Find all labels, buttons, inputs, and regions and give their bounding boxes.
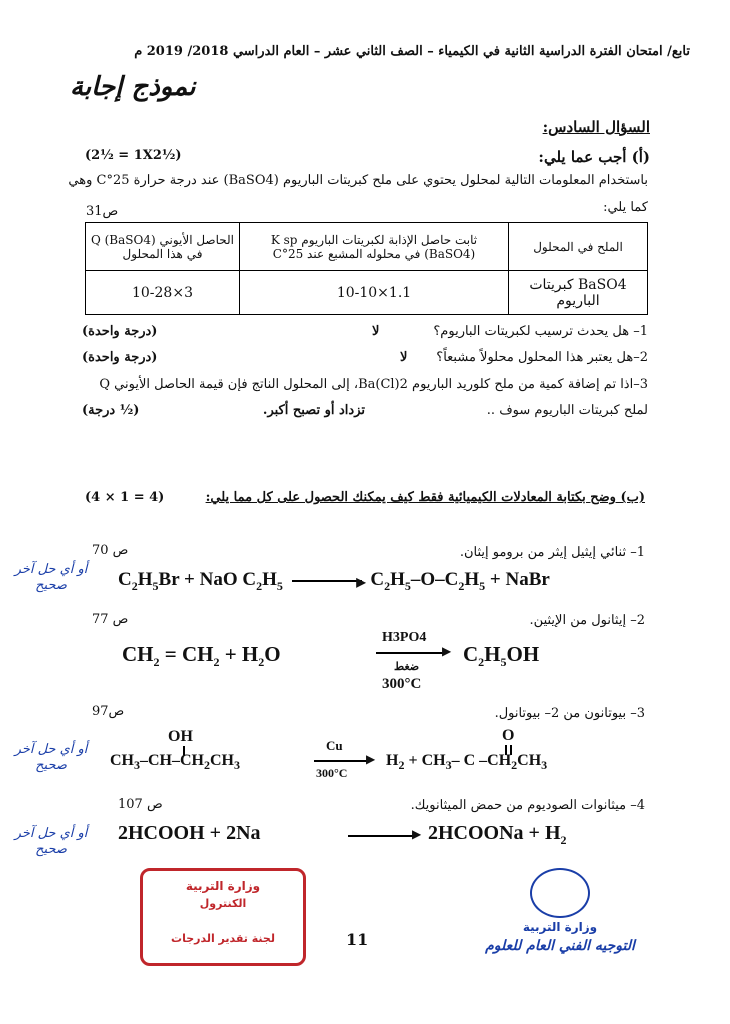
arrow-head-2: ▶: [442, 644, 452, 658]
reaction-arrow-2: [376, 652, 446, 654]
oh-group: OH: [168, 728, 193, 745]
stamp-line-2: الكنترول: [199, 897, 247, 910]
page-number: 11: [346, 930, 369, 949]
page-reference: ص31: [86, 204, 119, 219]
ministry-seal: [460, 868, 660, 968]
table-header-salt: الملح في المحلول: [509, 223, 648, 271]
part-b-label: (ب) وضح بكتابة المعادلات الكيميائية فقط كيف يمكنك الحصول على كل مما يلي:: [205, 490, 645, 505]
answer-3: تزداد أو تصبح أكبر.: [262, 403, 365, 418]
cu-catalyst: Cu: [326, 738, 343, 753]
equation-1: $C_2H_5Br$ + NaO $C_2H_5$ ▶ $C_2H_5-O-C_2H_5$ + NaBr: [118, 569, 550, 593]
answer-1: لا: [372, 324, 380, 339]
question-1: 1– هل يحدث ترسيب لكبريتات الباريوم؟: [433, 324, 648, 339]
equation-4-products: 2HCOONa + $H_2$: [428, 822, 567, 847]
equation-2: $CH_2 = CH_2 + H_2O$: [122, 642, 281, 670]
intro-line-2: كما يلي:: [603, 200, 648, 215]
stamp-line-1: وزارة التربية: [185, 879, 261, 893]
score-1: (درجة واحدة): [82, 324, 158, 339]
table-cell-salt: BaSO4 كبريتات الباريوم: [509, 271, 648, 315]
model-answer-title: نموذج إجابة: [70, 72, 196, 102]
reaction-arrow-3: [314, 760, 370, 762]
emblem-icon: [530, 868, 590, 918]
item-1-text: 1– ثنائي إيثيل إيثر من برومو إيثان.: [459, 545, 645, 560]
answer-2: لا: [400, 350, 408, 365]
part-a-score: (2½ = 1X2½): [85, 148, 182, 163]
question-3-line-2: لملح كبريتات الباريوم سوف ..: [486, 403, 648, 418]
temperature-label: 300°C: [382, 676, 422, 692]
section-title: السؤال السادس:: [542, 118, 650, 136]
stamp-line-3: لجنة تقدير الدرجات: [171, 932, 275, 945]
intro-line-1: باستخدام المعلومات التالية لمحلول يحتوي على ملح كبريتات الباريوم (BaSO4) عند درجة حرارة 25°C وهي: [68, 173, 648, 188]
margin-note-3: أو أي حل آخر صحيح: [14, 826, 88, 857]
ethanol-product: $C_2H_5OH$: [463, 642, 540, 670]
catalyst-label: H3PO4: [382, 630, 427, 645]
table-cell-q: 3×10-28: [86, 271, 240, 315]
item-3-text: 3– بيوتانون من 2– بيوتانول.: [494, 706, 645, 721]
equation-4-reactants: 2HCOOH + 2Na: [118, 822, 261, 844]
cu-temperature: 300°C: [316, 766, 348, 780]
table-header-q: الحاصل الأيوني Q (BaSO4) في هذا المحلول: [86, 223, 240, 271]
score-2: (درجة واحدة): [82, 350, 158, 365]
margin-note-1: أو أي حل آخر صحيح: [14, 562, 88, 593]
item-1-page: ص 70: [92, 543, 129, 558]
item-3-page: ص97: [92, 704, 125, 719]
margin-note-2: أو أي حل آخر صحيح: [14, 742, 88, 773]
exam-header: تابع/ امتحان الفترة الدراسية الثانية في الكيمياء – الصف الثاني عشر – العام الدراسي 2018/ 2019 م: [134, 44, 690, 59]
part-b-score: (4 × 1 = 4): [85, 490, 165, 505]
item-4-text: 4– ميثانوات الصوديوم من حمض الميثانويك.: [410, 798, 645, 813]
item-4-page: ص 107: [118, 797, 163, 812]
part-a-label: (أ) أجب عما يلي:: [538, 148, 650, 166]
solubility-table: [85, 222, 648, 315]
table-cell-ksp: 1.1×10-10: [240, 271, 509, 315]
o-group: O: [502, 727, 515, 744]
seal-line-2: التوجيه الفني العام للعلوم: [485, 938, 635, 954]
arrow-head-4: ▶: [412, 827, 422, 841]
table-header-ksp: ثابت حاصل الإذابة لكبريتات الباريوم K sp (BaSO4) في محلوله المشبع عند 25°C: [240, 223, 509, 271]
arrow-head-3: ▶: [366, 752, 376, 766]
score-3: (½ درجة): [82, 403, 140, 418]
equation-3-product: $H_2 + CH_3-$ C $-CH_2CH_3$: [386, 752, 548, 773]
seal-line-1: وزارة التربية: [522, 920, 598, 934]
equation-3-reactant: $CH_3-CH-CH_2CH_3$: [110, 752, 240, 773]
question-3-line-1: 3–اذا تم إضافة كمية من ملح كلوريد الباريوم Ba(Cl)2، إلى المحلول الناتج فإن قيمة الحاصل الأيوني Q: [99, 377, 648, 392]
pressure-label: ضغط: [394, 660, 420, 673]
reaction-arrow-4: [348, 835, 416, 837]
question-2: 2–هل يعتبر هذا المحلول محلولاً مشبعاً؟: [436, 350, 648, 365]
item-2-page: ص 77: [92, 612, 129, 627]
control-stamp: [140, 868, 306, 966]
item-2-text: 2– إيثانول من الإيثين.: [529, 613, 645, 628]
